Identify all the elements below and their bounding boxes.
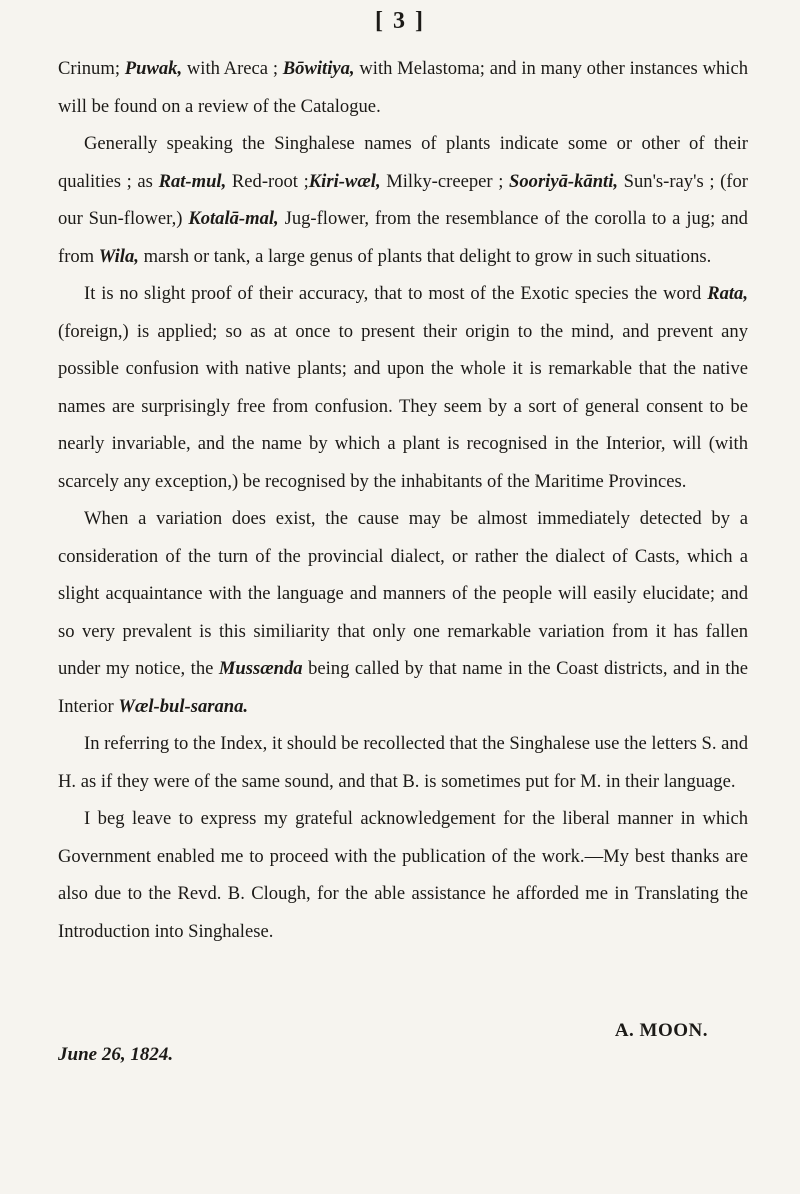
paragraph-text: It is no slight proof of their accuracy, that to most of the Exotic species the word	[84, 283, 708, 304]
paragraph-text: Jug-flower, from the resemblance of the corolla to a jug; and from	[58, 208, 748, 267]
plant-name-italic: Wila,	[98, 245, 139, 267]
plant-name-italic: Kiri-wæl,	[308, 170, 381, 192]
signature-author: A. MOON.	[614, 1020, 708, 1041]
signature-date: June 26, 1824.	[58, 1044, 174, 1065]
paragraph-text: Red-root ;	[226, 170, 309, 192]
paragraph-text: (foreign,) is applied; so as at once to present their origin to the mind, and prevent any possible confusion with native plants; and upon the whole it is remarkable that the native names are surprisingly free from confusion. They seem by a sort of general consent to be nearly invariable, and the name by which a plant is recognised in the Interior, will (with scarcely any exception,) be recognised by the inhabitants of the Maritime Provinces.	[58, 320, 748, 492]
plant-name-italic: Mussænda	[218, 658, 303, 679]
paragraph-text: being called by that name in the Coast districts, and in the Interior	[58, 658, 748, 717]
paragraph-2	[58, 125, 748, 275]
body-text	[58, 50, 748, 950]
paragraph-text: Sun's-ray's ; (for our Sun-flower,)	[58, 170, 748, 229]
plant-name-italic: Kotalā-mal,	[188, 208, 279, 229]
paragraph-text: with Melastoma; and in many other instances which will be found on a review of the Catalogue.	[58, 58, 749, 117]
paragraph-text: When a variation does exist, the cause may be almost immediately detected by a consideration of the turn of the provincial dialect, or rather the dialect of Casts, which a slight acquaintance with the language and manners of the people will easily elucidate; and so very prevalent is this similiarity that only one remarkable variation from it has fallen under my notice, the	[58, 508, 748, 679]
paragraph-text: Generally speaking the Singhalese names of plants indicate some or other of their qualities ; as	[58, 133, 748, 192]
paragraph-text: marsh or tank, a large genus of plants that delight to grow in such situations.	[138, 245, 712, 267]
paragraph-text: In referring to the Index, it should be recollected that the Singhalese use the letters S. and H. as if they were of the same sound, and that B. is sometimes put for M. in their language.	[58, 733, 749, 792]
paragraph-5	[58, 725, 748, 800]
page-number: [ 3 ]	[375, 8, 425, 34]
paragraph-6	[58, 800, 748, 950]
plant-name-italic: Bōwitiya,	[282, 58, 355, 79]
paragraph-text: with Areca ;	[182, 58, 283, 79]
plant-name-italic: Wæl-bul-sarana.	[118, 695, 249, 717]
plant-name-italic: Puwak,	[124, 58, 183, 79]
paragraph-text: I beg leave to express my grateful acknowledgement for the liberal manner in which Government enabled me to proceed with the publication of the work.—My best thanks are also due to the Revd. B. Clough, for the able assistance he afforded me in Translating the Introduction into Singhalese.	[58, 808, 748, 942]
paragraph-4	[58, 500, 748, 725]
plant-name-italic: Rata,	[707, 283, 748, 304]
paragraph-text: Crinum;	[58, 58, 125, 79]
paragraph-1	[58, 50, 748, 125]
paragraph-text: Milky-creeper ;	[380, 170, 510, 192]
plant-name-italic: Sooriyā-kānti,	[509, 170, 619, 192]
paragraph-3	[58, 275, 748, 500]
signature-block	[58, 1020, 748, 1072]
plant-name-italic: Rat-mul,	[158, 170, 227, 192]
